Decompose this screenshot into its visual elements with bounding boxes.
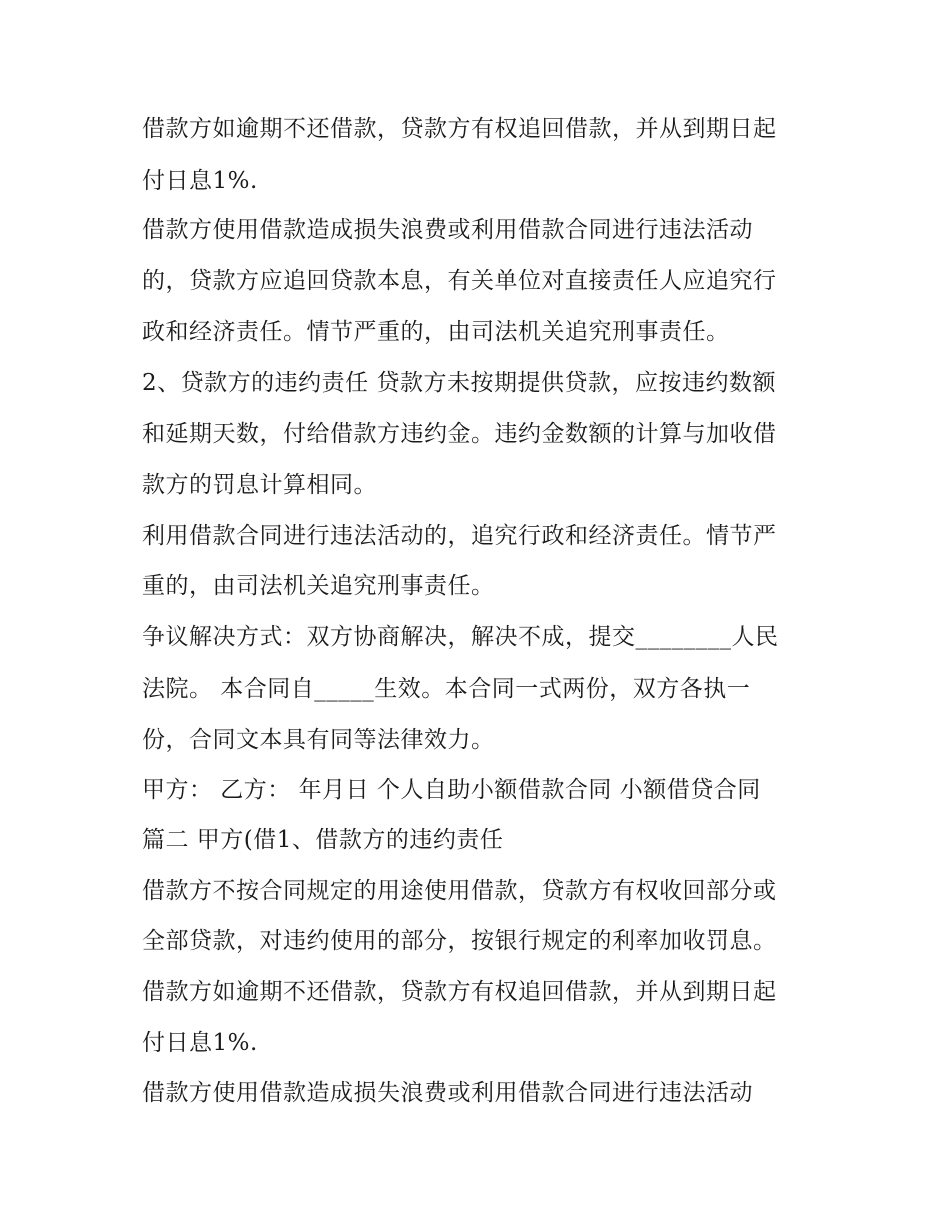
text-line: 2、贷款方的违约责任 贷款方未按期提供贷款，应按违约数额 (142, 370, 776, 396)
text-line: 法院。 本合同自_____生效。本合同一式两份，双方各执一 (142, 676, 751, 702)
text-line: 借款方不按合同规定的用途使用借款，贷款方有权收回部分或 (142, 878, 777, 904)
text-line: 借款方使用借款造成损失浪费或利用借款合同进行违法活动 (142, 1080, 753, 1106)
text-line: 付日息1%. (142, 1030, 258, 1056)
text-line: 篇二 甲方(借1、借款方的违约责任 (142, 827, 504, 853)
text-line: 和延期天数，付给借款方违约金。违约金数额的计算与加收借 (142, 421, 777, 447)
text-line: 全部贷款，对违约使用的部分，按银行规定的利率加收罚息。 (142, 928, 777, 954)
text-line: 利用借款合同进行违法活动的，追究行政和经济责任。情节严 (142, 523, 777, 549)
text-line: 争议解决方式：双方协商解决，解决不成，提交________人民 (142, 624, 779, 650)
text-line: 甲方： 乙方： 年月日 个人自助小额借款合同 小额借贷合同 (142, 777, 761, 803)
text-line: 借款方使用借款造成损失浪费或利用借款合同进行违法活动 (142, 217, 753, 243)
text-line: 政和经济责任。情节严重的，由司法机关追究刑事责任。 (142, 319, 730, 345)
text-line: 款方的罚息计算相同。 (142, 472, 377, 498)
text-line: 的，贷款方应追回贷款本息，有关单位对直接责任人应追究行 (142, 268, 777, 294)
text-line: 借款方如逾期不还借款，贷款方有权追回借款，并从到期日起 (142, 116, 777, 142)
text-line: 借款方如逾期不还借款，贷款方有权追回借款，并从到期日起 (142, 979, 777, 1005)
text-line: 重的，由司法机关追究刑事责任。 (142, 573, 495, 599)
text-line: 付日息1%. (142, 168, 258, 194)
text-line: 份，合同文本具有同等法律效力。 (142, 727, 495, 753)
